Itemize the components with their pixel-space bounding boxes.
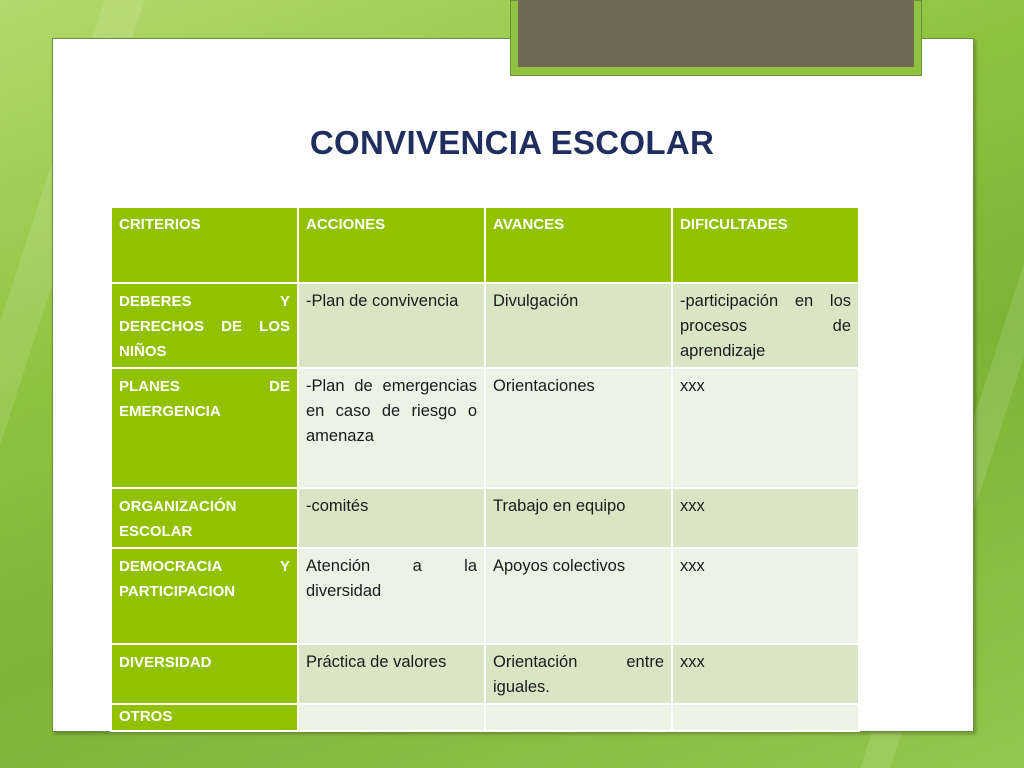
- cell-acciones: -Plan de convivencia: [298, 283, 485, 368]
- cell-acciones: [298, 704, 485, 731]
- cell-dificultades: xxx: [672, 548, 859, 644]
- table-row: [111, 283, 859, 368]
- cell-avances: Orientación entre iguales.: [485, 644, 672, 704]
- table-header-row: [111, 207, 859, 283]
- table-row: [111, 644, 859, 704]
- cell-avances: Divulgación: [485, 283, 672, 368]
- cell-criterio: DIVERSIDAD: [111, 644, 298, 704]
- header-dificultades: DIFICULTADES: [672, 207, 859, 283]
- cell-dificultades: xxx: [672, 368, 859, 488]
- table-row: [111, 704, 859, 731]
- cell-avances: [485, 704, 672, 731]
- cell-dificultades: xxx: [672, 488, 859, 548]
- page-title: CONVIVENCIA ESCOLAR: [309, 124, 715, 161]
- table-row: [111, 548, 859, 644]
- cell-acciones: Atención a la diversidad: [298, 548, 485, 644]
- cell-avances: Orientaciones: [485, 368, 672, 488]
- cell-criterio: DEMOCRACIA Y PARTICIPACION: [111, 548, 298, 644]
- header-acciones: ACCIONES: [298, 207, 485, 283]
- cell-criterio: ORGANIZACIÓN ESCOLAR: [111, 488, 298, 548]
- table-row: [111, 488, 859, 548]
- cell-criterio: PLANES DE EMERGENCIA: [111, 368, 298, 488]
- table-row: [111, 368, 859, 488]
- cell-avances: Apoyos colectivos: [485, 548, 672, 644]
- header-criterios: CRITERIOS: [111, 207, 298, 283]
- cell-acciones: Práctica de valores: [298, 644, 485, 704]
- cell-criterio: DEBERES Y DERECHOS DE LOS NIÑOS: [111, 283, 298, 368]
- cell-dificultades: [672, 704, 859, 731]
- cell-dificultades: -participación en los procesos de aprendizaje: [672, 283, 859, 368]
- header-accent-block: [518, 0, 914, 67]
- header-avances: AVANCES: [485, 207, 672, 283]
- cell-acciones: -comités: [298, 488, 485, 548]
- cell-acciones: -Plan de emergencias en caso de riesgo o amenaza: [298, 368, 485, 488]
- convivencia-table: [110, 206, 860, 732]
- cell-dificultades: xxx: [672, 644, 859, 704]
- cell-criterio: OTROS: [111, 704, 298, 731]
- cell-avances: Trabajo en equipo: [485, 488, 672, 548]
